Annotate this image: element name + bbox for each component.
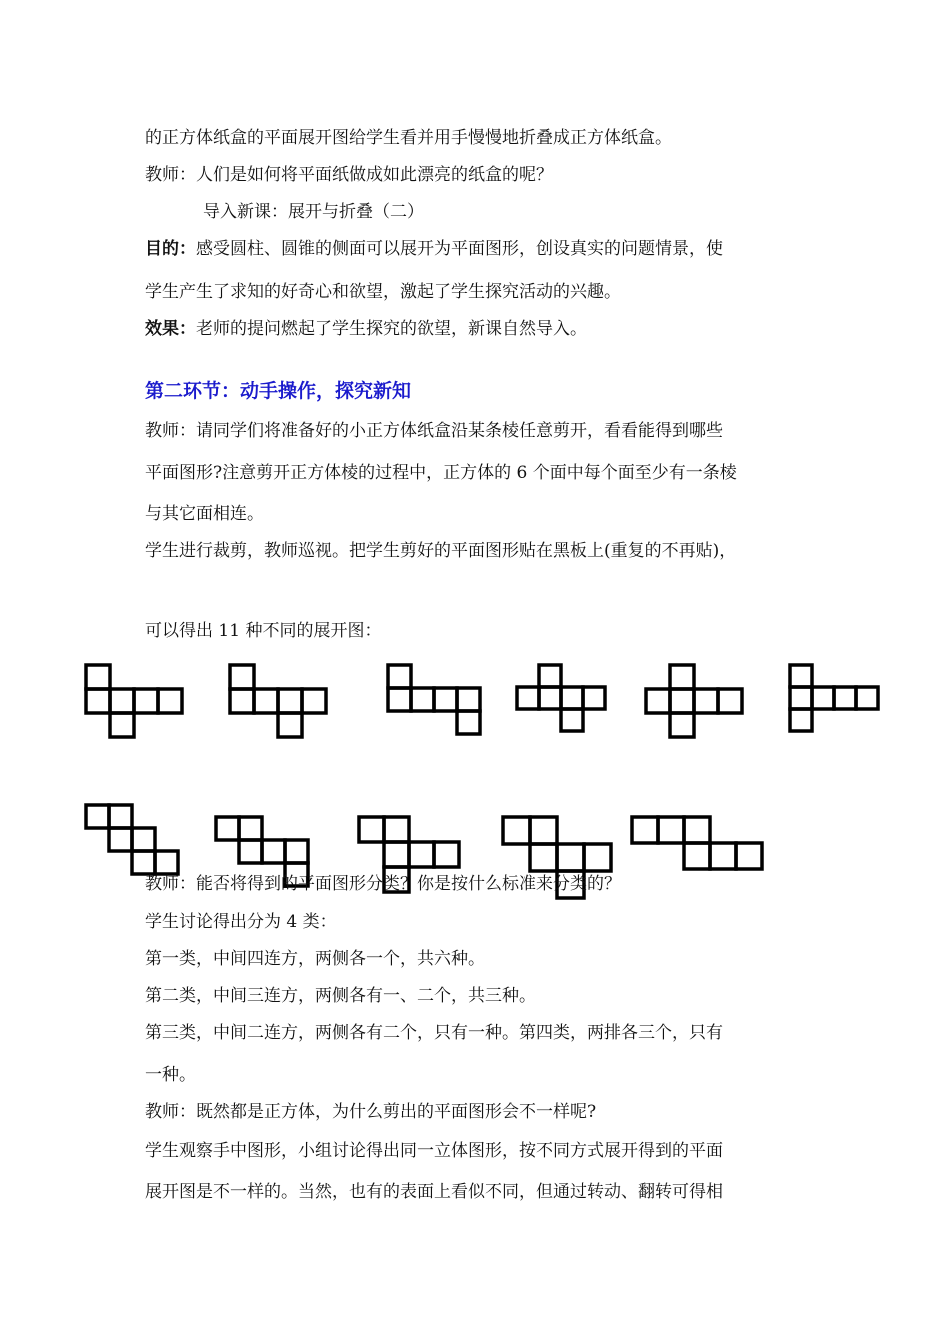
net-square (262, 840, 285, 863)
text-line: 展开图是不一样的。当然，也有的表面上看似不同，但通过转动、翻转可得相 (145, 1182, 723, 1202)
net-square (561, 687, 583, 709)
net-square (278, 713, 302, 737)
cube-net-7 (86, 805, 178, 874)
text-line: 的正方体纸盒的平面展开图给学生看并用手慢慢地折叠成正方体纸盒。 (145, 128, 672, 148)
net-square (86, 805, 109, 828)
net-square (790, 665, 812, 687)
purpose-label: 目的： (145, 239, 196, 259)
text-line: 第一类，中间四连方，两侧各一个，共六种。 (145, 949, 485, 969)
net-square (517, 687, 539, 709)
cube-net-2 (230, 665, 326, 737)
net-square (646, 689, 670, 713)
net-square (230, 665, 254, 689)
net-square (278, 689, 302, 713)
text-line: 学生产生了求知的好奇心和欲望，激起了学生探究活动的兴趣。 (145, 282, 621, 302)
cube-net-4 (517, 665, 605, 731)
net-square (632, 817, 658, 843)
text-line: 与其它面相连。 (145, 504, 264, 524)
net-square (658, 817, 684, 843)
net-square (684, 817, 710, 843)
net-square (530, 844, 557, 871)
net-square (409, 842, 434, 867)
text-line: 学生进行裁剪，教师巡视。把学生剪好的平面图形贴在黑板上(重复的不再贴)， (145, 541, 737, 561)
net-square (434, 688, 457, 711)
text-line: 可以得出 11 种不同的展开图： (145, 621, 382, 641)
net-square (239, 840, 262, 863)
net-square (856, 687, 878, 709)
net-square (718, 689, 742, 713)
net-square (583, 687, 605, 709)
section-heading: 第二环节：动手操作，探究新知 (145, 380, 412, 402)
net-square (710, 843, 736, 869)
net-square (457, 688, 480, 711)
net-square (132, 851, 155, 874)
net-square (254, 689, 278, 713)
cube-net-6 (790, 665, 878, 731)
net-square (155, 851, 178, 874)
net-square (86, 689, 110, 713)
net-square (109, 828, 132, 851)
cube-net-1 (86, 665, 182, 737)
net-square (86, 665, 110, 689)
cube-net-5 (646, 665, 742, 737)
net-square (134, 689, 158, 713)
cube-net-11 (632, 817, 762, 869)
net-square (561, 709, 583, 731)
text-line: 学生观察手中图形，小组讨论得出同一立体图形，按不同方式展开得到的平面 (145, 1141, 723, 1161)
net-square (411, 688, 434, 711)
net-square (557, 844, 584, 871)
net-square (434, 842, 459, 867)
net-square (110, 713, 134, 737)
effect-text: 老师的提问燃起了学生探究的欲望，新课自然导入。 (196, 319, 587, 339)
net-square (109, 805, 132, 828)
net-square (736, 843, 762, 869)
net-square (503, 817, 530, 844)
net-square (216, 817, 239, 840)
net-square (539, 687, 561, 709)
net-square (670, 665, 694, 689)
net-square (302, 689, 326, 713)
net-square (834, 687, 856, 709)
net-square (239, 817, 262, 840)
net-square (359, 817, 384, 842)
text-line: 一种。 (145, 1065, 196, 1085)
net-square (230, 689, 254, 713)
net-square (388, 688, 411, 711)
purpose-text: 感受圆柱、圆锥的侧面可以展开为平面图形，创设真实的问题情景，使 (196, 239, 723, 259)
cube-net-3 (388, 665, 480, 734)
net-square (670, 713, 694, 737)
effect-label: 效果： (145, 319, 196, 339)
net-square (694, 689, 718, 713)
net-square (530, 817, 557, 844)
text-line: 导入新课：展开与折叠（二） (203, 202, 424, 222)
net-square (110, 689, 134, 713)
net-square (539, 665, 561, 687)
text-line: 教师：请同学们将准备好的小正方体纸盒沿某条棱任意剪开，看看能得到哪些 (145, 421, 723, 441)
text-line: 教师：能否将得到的平面图形分类？你是按什么标准来分类的？ (145, 874, 621, 894)
net-square (384, 817, 409, 842)
net-square (584, 844, 611, 871)
net-square (790, 687, 812, 709)
text-line: 平面图形?注意剪开正方体棱的过程中，正方体的 6 个面中每个面至少有一条棱 (145, 463, 737, 483)
net-square (812, 687, 834, 709)
net-square (457, 711, 480, 734)
net-square (670, 689, 694, 713)
net-square (384, 842, 409, 867)
text-line: 教师：既然都是正方体，为什么剪出的平面图形会不一样呢? (145, 1102, 597, 1122)
net-square (388, 665, 411, 688)
text-line: 学生讨论得出分为 4 类： (145, 912, 337, 932)
text-line: 第二类，中间三连方，两侧各有一、二个，共三种。 (145, 986, 536, 1006)
text-line: 教师：人们是如何将平面纸做成如此漂亮的纸盒的呢？ (145, 165, 553, 185)
net-square (285, 840, 308, 863)
net-square (790, 709, 812, 731)
text-line: 第三类，中间二连方，两侧各有二个，只有一种。第四类，两排各三个，只有 (145, 1023, 723, 1043)
net-square (684, 843, 710, 869)
net-square (158, 689, 182, 713)
net-square (132, 828, 155, 851)
